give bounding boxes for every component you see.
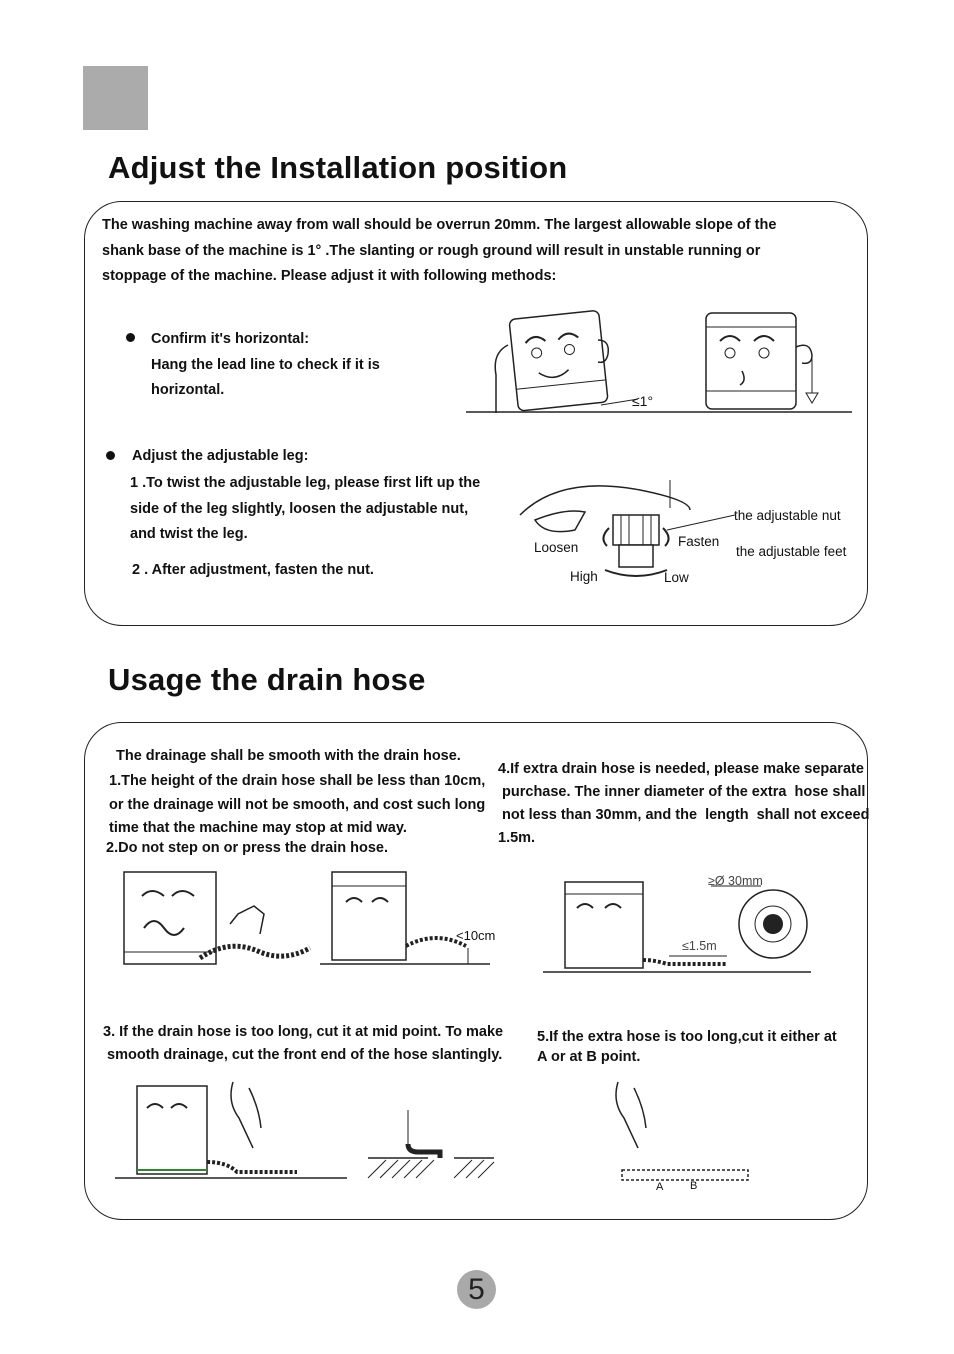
horizontal-check-illustration bbox=[466, 305, 856, 417]
loosen-label: Loosen bbox=[534, 540, 579, 555]
step1-line-1: 1 .To twist the adjustable leg, please first lift up the bbox=[130, 475, 481, 491]
bullet2-step1 bbox=[130, 471, 480, 548]
adjustable-leg-illustration bbox=[515, 470, 745, 580]
height-limit-label: <10cm bbox=[456, 928, 496, 943]
intro-line-3: stoppage of the machine. Please adjust it with following methods: bbox=[102, 268, 557, 284]
adjustable-feet-label: the adjustable feet bbox=[736, 544, 847, 559]
cut-hose-text bbox=[103, 1021, 503, 1067]
drain-text-line-1: 1.The height of the drain hose shall be less than 10cm, bbox=[109, 773, 486, 789]
page-number: 5 bbox=[457, 1270, 496, 1309]
cut-hose-illustration bbox=[115, 1078, 350, 1182]
extra-hose-text bbox=[498, 758, 869, 850]
extra-cut-text bbox=[537, 1027, 837, 1067]
bullet-confirm-horizontal bbox=[151, 327, 380, 404]
cut-hose-line-2: smooth drainage, cut the front end of the hose slantingly. bbox=[103, 1047, 503, 1063]
step1-line-2: side of the leg slightly, loosen the adjustable nut, bbox=[130, 500, 469, 517]
low-label: Low bbox=[664, 570, 689, 585]
extra-hose-line-1: 4.If extra drain hose is needed, please make separate bbox=[498, 761, 864, 777]
extra-hose-line-3: not less than 30mm, and the length shall not exceed bbox=[498, 807, 870, 823]
bullet2-step2: 2 . After adjustment, fasten the nut. bbox=[132, 562, 374, 578]
high-label: High bbox=[570, 569, 598, 584]
cut-point-illustration bbox=[610, 1078, 760, 1182]
drain-text-line-4: 2.Do not step on or press the drain hose. bbox=[106, 840, 388, 856]
bullet1-line-1: Confirm it's horizontal: bbox=[151, 331, 310, 347]
stepping-on-hose-illustration bbox=[120, 868, 310, 980]
extra-cut-line-2: A or at B point. bbox=[537, 1049, 641, 1065]
intro-line-2: shank base of the machine is 1° .The slanting or rough ground will result in unstable running or bbox=[102, 242, 761, 259]
bullet-dot bbox=[106, 451, 115, 460]
hose-height-illustration bbox=[320, 868, 495, 968]
step1-line-3: and twist the leg. bbox=[130, 526, 248, 542]
adjustable-nut-label: the adjustable nut bbox=[734, 508, 841, 523]
section2-title: Usage the drain hose bbox=[108, 662, 426, 697]
drain-text-line-0: The drainage shall be smooth with the drain hose. bbox=[116, 748, 461, 764]
intro-line-1: The washing machine away from wall should be overrun 20mm. The largest allowable slope of the bbox=[102, 217, 777, 233]
extra-hose-illustration bbox=[543, 872, 815, 976]
point-b-label: B bbox=[690, 1180, 698, 1192]
bullet2-heading: Adjust the adjustable leg: bbox=[132, 448, 309, 464]
fasten-label: Fasten bbox=[678, 534, 720, 549]
extra-hose-line-4: 1.5m. bbox=[498, 830, 536, 846]
bullet1-line-3: horizontal. bbox=[151, 382, 225, 398]
slanted-cut-illustration bbox=[368, 1110, 498, 1180]
drain-text-line-2: or the drainage will not be smooth, and cost such long bbox=[109, 797, 486, 813]
length-limit-label: ≤1.5m bbox=[682, 939, 717, 953]
section1-title: Adjust the Installation position bbox=[108, 150, 568, 185]
extra-hose-line-2: purchase. The inner diameter of the extra hose shall bbox=[498, 784, 866, 800]
bullet1-line-2: Hang the lead line to check if it is bbox=[151, 356, 380, 373]
slope-label: ≤1° bbox=[632, 393, 654, 409]
bullet-dot bbox=[126, 333, 135, 342]
installation-intro bbox=[102, 213, 862, 290]
extra-cut-line-1: 5.If the extra hose is too long,cut it either at bbox=[537, 1029, 837, 1045]
diameter-label: ≥Ø 30mm bbox=[708, 874, 763, 888]
point-a-label: A bbox=[656, 1181, 664, 1193]
drain-text-line-3: time that the machine may stop at mid way. bbox=[109, 820, 407, 836]
cut-hose-line-1: 3. If the drain hose is too long, cut it at mid point. To make bbox=[103, 1024, 504, 1040]
section-tab-marker bbox=[83, 66, 148, 130]
